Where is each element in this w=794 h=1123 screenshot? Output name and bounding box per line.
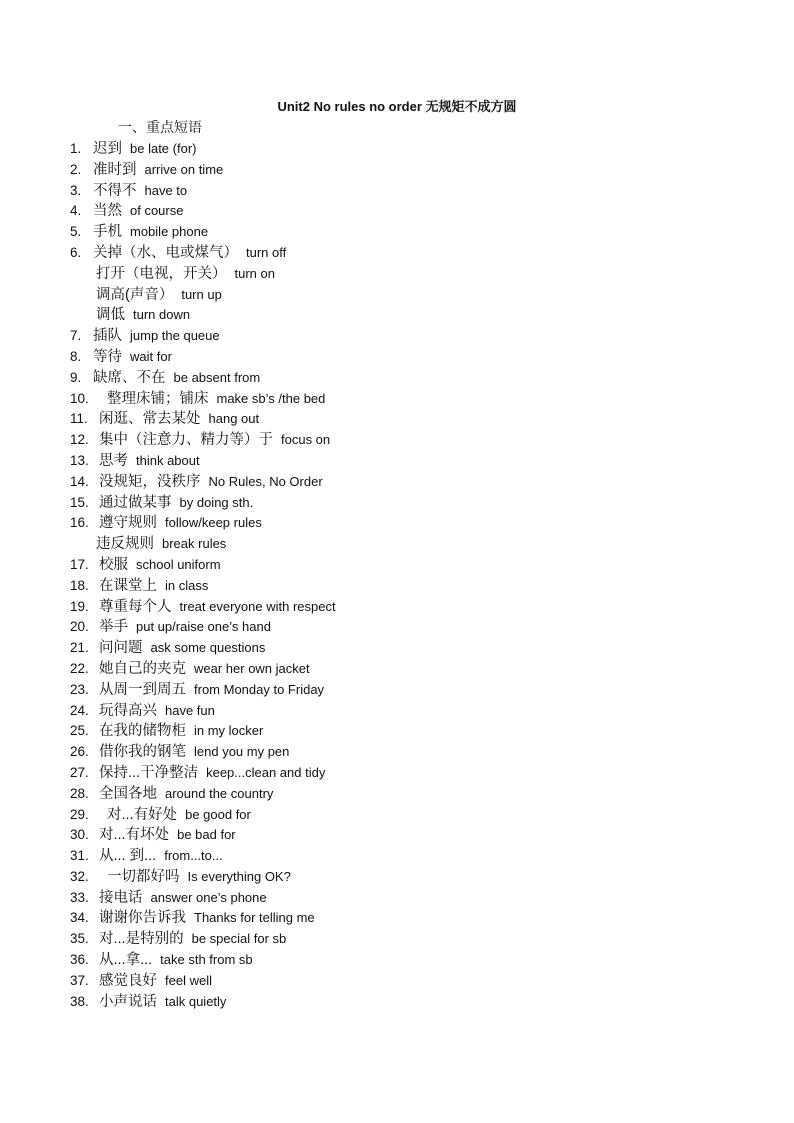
phrase-number: 9. bbox=[70, 369, 82, 385]
phrase-chinese-text: 当然 bbox=[93, 203, 122, 220]
phrase-chinese bbox=[93, 368, 260, 389]
phrase-number: 31. bbox=[70, 848, 89, 864]
phrase-english: No Rules, No Order bbox=[208, 473, 323, 489]
phrase-row bbox=[0, 888, 794, 909]
phrase-number: 27. bbox=[70, 764, 89, 780]
phrase-row bbox=[0, 825, 794, 846]
phrase-row bbox=[0, 243, 794, 264]
phrase-number: 36. bbox=[70, 952, 89, 968]
phrase-row bbox=[0, 929, 794, 950]
phrase-chinese bbox=[93, 243, 286, 264]
phrase-row bbox=[0, 326, 794, 347]
phrase-chinese-text: 借你我的钢笔 bbox=[99, 744, 186, 761]
phrase-english: break rules bbox=[162, 536, 227, 552]
phrase-number: 23. bbox=[70, 681, 89, 697]
phrase-chinese-text: 全国各地 bbox=[99, 785, 157, 802]
phrase-english: by doing sth. bbox=[179, 494, 254, 510]
phrase-chinese bbox=[99, 992, 226, 1013]
phrase-chinese-text: 思考 bbox=[99, 452, 128, 469]
page-title: Unit2 No rules no order 无规矩不成方圆 bbox=[277, 99, 517, 114]
phrase-row bbox=[0, 513, 794, 534]
phrase-chinese-text: 准时到 bbox=[93, 161, 137, 178]
phrase-row bbox=[0, 992, 794, 1013]
phrase-number: 19. bbox=[70, 598, 89, 614]
phrase-chinese-text: 从周一到周五 bbox=[99, 681, 186, 698]
phrase-row bbox=[0, 805, 794, 826]
phrase-english: keep...clean and tidy bbox=[206, 764, 326, 780]
phrase-chinese-text: 一切都好吗 bbox=[107, 868, 180, 885]
phrase-row bbox=[0, 617, 794, 638]
phrase-number: 13. bbox=[70, 452, 89, 468]
phrase-english: around the country bbox=[165, 785, 274, 801]
phrase-chinese bbox=[107, 389, 325, 410]
phrase-english: make sb’s /the bed bbox=[216, 390, 326, 406]
phrase-row bbox=[0, 285, 794, 306]
phrase-english: put up/raise one’s hand bbox=[136, 619, 271, 635]
phrase-chinese-text: 通过做某事 bbox=[99, 494, 172, 511]
phrase-number: 8. bbox=[70, 348, 82, 364]
phrase-row bbox=[0, 347, 794, 368]
phrase-number: 7. bbox=[70, 328, 82, 344]
phrase-number: 5. bbox=[70, 224, 82, 240]
phrase-number: 29. bbox=[70, 806, 89, 822]
phrase-number: 12. bbox=[70, 432, 89, 448]
phrase-number: 14. bbox=[70, 473, 89, 489]
phrase-english: follow/keep rules bbox=[165, 515, 262, 531]
phrase-chinese-text: 整理床铺；铺床 bbox=[107, 390, 209, 407]
phrase-chinese bbox=[93, 326, 220, 347]
phrase-list bbox=[0, 139, 794, 1012]
phrase-chinese-text: 校服 bbox=[99, 556, 128, 573]
phrase-english: turn on bbox=[234, 265, 275, 281]
phrase-number: 24. bbox=[70, 702, 89, 718]
phrase-row bbox=[0, 493, 794, 514]
phrase-row bbox=[0, 659, 794, 680]
phrase-chinese bbox=[93, 201, 183, 222]
phrase-chinese-text: 尊重每个人 bbox=[99, 598, 172, 615]
phrase-english: take sth from sb bbox=[160, 952, 253, 968]
phrase-number: 6. bbox=[70, 244, 82, 260]
phrase-row bbox=[0, 846, 794, 867]
phrase-chinese bbox=[99, 929, 286, 950]
phrase-chinese bbox=[99, 659, 310, 680]
phrase-chinese bbox=[99, 680, 324, 701]
phrase-chinese bbox=[93, 139, 196, 160]
phrase-number: 18. bbox=[70, 577, 89, 593]
phrase-chinese-text: 谢谢你告诉我 bbox=[99, 910, 186, 927]
phrase-number: 15. bbox=[70, 494, 89, 510]
phrase-row bbox=[0, 971, 794, 992]
phrase-english: be good for bbox=[185, 806, 251, 822]
phrase-chinese-text: 闲逛、常去某处 bbox=[99, 411, 201, 428]
phrase-chinese-text: 玩得高兴 bbox=[99, 702, 157, 719]
phrase-row bbox=[0, 305, 794, 326]
phrase-chinese-text: 对...是特别的 bbox=[99, 931, 184, 948]
phrase-chinese bbox=[99, 493, 253, 514]
phrase-row bbox=[0, 389, 794, 410]
phrase-english: lend you my pen bbox=[194, 744, 290, 760]
phrase-row bbox=[0, 784, 794, 805]
phrase-english: mobile phone bbox=[130, 224, 209, 240]
phrase-chinese bbox=[99, 513, 262, 534]
phrase-chinese bbox=[93, 222, 208, 243]
phrase-number: 32. bbox=[70, 868, 89, 884]
phrase-chinese bbox=[99, 701, 215, 722]
phrase-chinese-text: 从...拿... bbox=[99, 952, 153, 969]
phrase-english: have fun bbox=[165, 702, 215, 718]
phrase-english: in class bbox=[165, 577, 209, 593]
phrase-number: 37. bbox=[70, 972, 89, 988]
phrase-chinese bbox=[99, 908, 315, 929]
phrase-english: in my locker bbox=[194, 723, 264, 739]
phrase-chinese bbox=[99, 576, 208, 597]
phrase-chinese-text: 保持...干净整洁 bbox=[99, 764, 199, 781]
phrase-chinese bbox=[96, 285, 222, 306]
phrase-chinese-text: 等待 bbox=[93, 348, 122, 365]
phrase-number: 38. bbox=[70, 993, 89, 1009]
phrase-chinese bbox=[93, 181, 187, 202]
phrase-english: be late (for) bbox=[130, 141, 197, 156]
phrase-chinese bbox=[107, 805, 251, 826]
phrase-english: wait for bbox=[130, 348, 172, 364]
phrase-chinese bbox=[99, 888, 267, 909]
phrase-chinese-text: 打开（电视，开关） bbox=[96, 265, 227, 282]
phrase-row bbox=[0, 742, 794, 763]
phrase-chinese-text: 集中（注意力、精力等）于 bbox=[99, 432, 273, 449]
phrase-chinese bbox=[99, 825, 236, 846]
phrase-number: 26. bbox=[70, 744, 89, 760]
phrase-row bbox=[0, 950, 794, 971]
phrase-chinese bbox=[99, 430, 330, 451]
phrase-english: be bad for bbox=[177, 827, 236, 843]
phrase-chinese bbox=[93, 347, 172, 368]
phrase-chinese-text: 小声说话 bbox=[99, 993, 157, 1010]
phrase-chinese-text: 手机 bbox=[93, 224, 122, 241]
phrase-chinese-text: 在课堂上 bbox=[99, 577, 157, 594]
phrase-row bbox=[0, 222, 794, 243]
phrase-row bbox=[0, 867, 794, 888]
phrase-row bbox=[0, 139, 794, 160]
phrase-row bbox=[0, 451, 794, 472]
phrase-chinese bbox=[99, 451, 200, 472]
phrase-chinese bbox=[99, 638, 265, 659]
phrase-number: 20. bbox=[70, 619, 89, 635]
phrase-row bbox=[0, 472, 794, 493]
phrase-number: 34. bbox=[70, 910, 89, 926]
phrase-chinese bbox=[96, 264, 275, 285]
phrase-row bbox=[0, 576, 794, 597]
phrase-english: think about bbox=[136, 452, 200, 468]
phrase-chinese-text: 接电话 bbox=[99, 889, 143, 906]
phrase-english: Thanks for telling me bbox=[194, 910, 315, 926]
phrase-chinese-text: 感觉良好 bbox=[99, 972, 157, 989]
phrase-chinese-text: 从... 到... bbox=[99, 848, 157, 865]
phrase-english: from Monday to Friday bbox=[194, 681, 325, 697]
phrase-chinese bbox=[96, 305, 190, 326]
phrase-chinese bbox=[96, 534, 226, 555]
phrase-english: talk quietly bbox=[165, 993, 227, 1009]
phrase-english: turn off bbox=[246, 244, 287, 260]
phrase-number: 33. bbox=[70, 889, 89, 905]
phrase-row bbox=[0, 264, 794, 285]
phrase-chinese bbox=[99, 721, 263, 742]
phrase-english: turn up bbox=[181, 286, 222, 302]
phrase-english: be absent from bbox=[173, 369, 261, 385]
phrase-number: 35. bbox=[70, 931, 89, 947]
phrase-chinese-text: 不得不 bbox=[93, 182, 137, 199]
phrase-chinese-text: 没规矩，没秩序 bbox=[99, 473, 201, 490]
phrase-english: treat everyone with respect bbox=[179, 598, 336, 614]
phrase-chinese-text: 迟到 bbox=[93, 141, 122, 157]
phrase-chinese bbox=[93, 160, 223, 181]
phrase-english: focus on bbox=[281, 432, 331, 448]
section-heading: 一、重点短语 bbox=[118, 119, 202, 135]
phrase-chinese-text: 问问题 bbox=[99, 640, 143, 657]
phrase-english: jump the queue bbox=[130, 328, 220, 344]
phrase-row bbox=[0, 534, 794, 555]
phrase-number: 3. bbox=[70, 182, 82, 198]
phrase-row bbox=[0, 368, 794, 389]
phrase-chinese bbox=[99, 971, 212, 992]
phrase-chinese bbox=[99, 763, 325, 784]
phrase-english: ask some questions bbox=[150, 640, 266, 656]
phrase-english: school uniform bbox=[136, 556, 221, 572]
phrase-number: 25. bbox=[70, 723, 89, 739]
phrase-chinese-text: 举手 bbox=[99, 619, 128, 636]
phrase-chinese bbox=[107, 867, 291, 888]
phrase-chinese bbox=[99, 742, 289, 763]
phrase-chinese-text: 关掉（水、电或煤气） bbox=[93, 244, 238, 261]
phrase-row bbox=[0, 160, 794, 181]
phrase-number: 16. bbox=[70, 515, 89, 531]
phrase-english: turn down bbox=[133, 307, 191, 323]
phrase-number: 28. bbox=[70, 785, 89, 801]
phrase-chinese-text: 在我的储物柜 bbox=[99, 723, 186, 740]
phrase-number: 1. bbox=[70, 141, 82, 156]
phrase-chinese bbox=[99, 617, 271, 638]
phrase-english: wear her own jacket bbox=[194, 660, 310, 676]
phrase-chinese-text: 对...有坏处 bbox=[99, 827, 170, 844]
phrase-chinese-text: 对...有好处 bbox=[107, 806, 178, 823]
phrase-chinese bbox=[99, 555, 221, 576]
phrase-number: 30. bbox=[70, 827, 89, 843]
phrase-row bbox=[0, 701, 794, 722]
phrase-english: hang out bbox=[208, 411, 260, 427]
phrase-row bbox=[0, 721, 794, 742]
phrase-chinese-text: 调高(声音） bbox=[96, 286, 174, 303]
phrase-row bbox=[0, 638, 794, 659]
phrase-english: have to bbox=[144, 182, 188, 198]
phrase-chinese bbox=[99, 784, 273, 805]
phrase-chinese-text: 遵守规则 bbox=[99, 515, 157, 532]
phrase-row bbox=[0, 597, 794, 618]
phrase-row bbox=[0, 430, 794, 451]
phrase-english: Is everything OK? bbox=[187, 868, 291, 884]
phrase-number: 21. bbox=[70, 640, 89, 656]
phrase-number: 4. bbox=[70, 203, 82, 219]
phrase-chinese-text: 违反规则 bbox=[96, 536, 154, 553]
phrase-chinese bbox=[99, 846, 223, 867]
phrase-chinese-text: 插队 bbox=[93, 328, 122, 345]
phrase-chinese-text: 调低 bbox=[96, 307, 125, 324]
phrase-english: feel well bbox=[165, 972, 212, 988]
phrase-english: be special for sb bbox=[191, 931, 287, 947]
phrase-english: answer one’s phone bbox=[150, 889, 267, 905]
phrase-number: 17. bbox=[70, 556, 89, 572]
phrase-chinese bbox=[99, 597, 336, 618]
phrase-number: 10. bbox=[70, 390, 89, 406]
phrase-row bbox=[0, 181, 794, 202]
phrase-number: 22. bbox=[70, 660, 89, 676]
phrase-row bbox=[0, 763, 794, 784]
phrase-number: 2. bbox=[70, 161, 82, 177]
phrase-row bbox=[0, 409, 794, 430]
phrase-english: arrive on time bbox=[144, 161, 224, 177]
phrase-chinese bbox=[99, 409, 259, 430]
phrase-row bbox=[0, 555, 794, 576]
phrase-row bbox=[0, 908, 794, 929]
phrase-row bbox=[0, 680, 794, 701]
phrase-chinese-text: 她自己的夹克 bbox=[99, 660, 186, 677]
phrase-chinese-text: 缺席、不在 bbox=[93, 369, 166, 386]
phrase-row bbox=[0, 201, 794, 222]
phrase-english: of course bbox=[130, 203, 184, 219]
phrase-number: 11. bbox=[70, 411, 88, 427]
phrase-chinese bbox=[99, 950, 253, 971]
phrase-chinese bbox=[99, 472, 323, 493]
phrase-english: from...to... bbox=[164, 848, 223, 864]
